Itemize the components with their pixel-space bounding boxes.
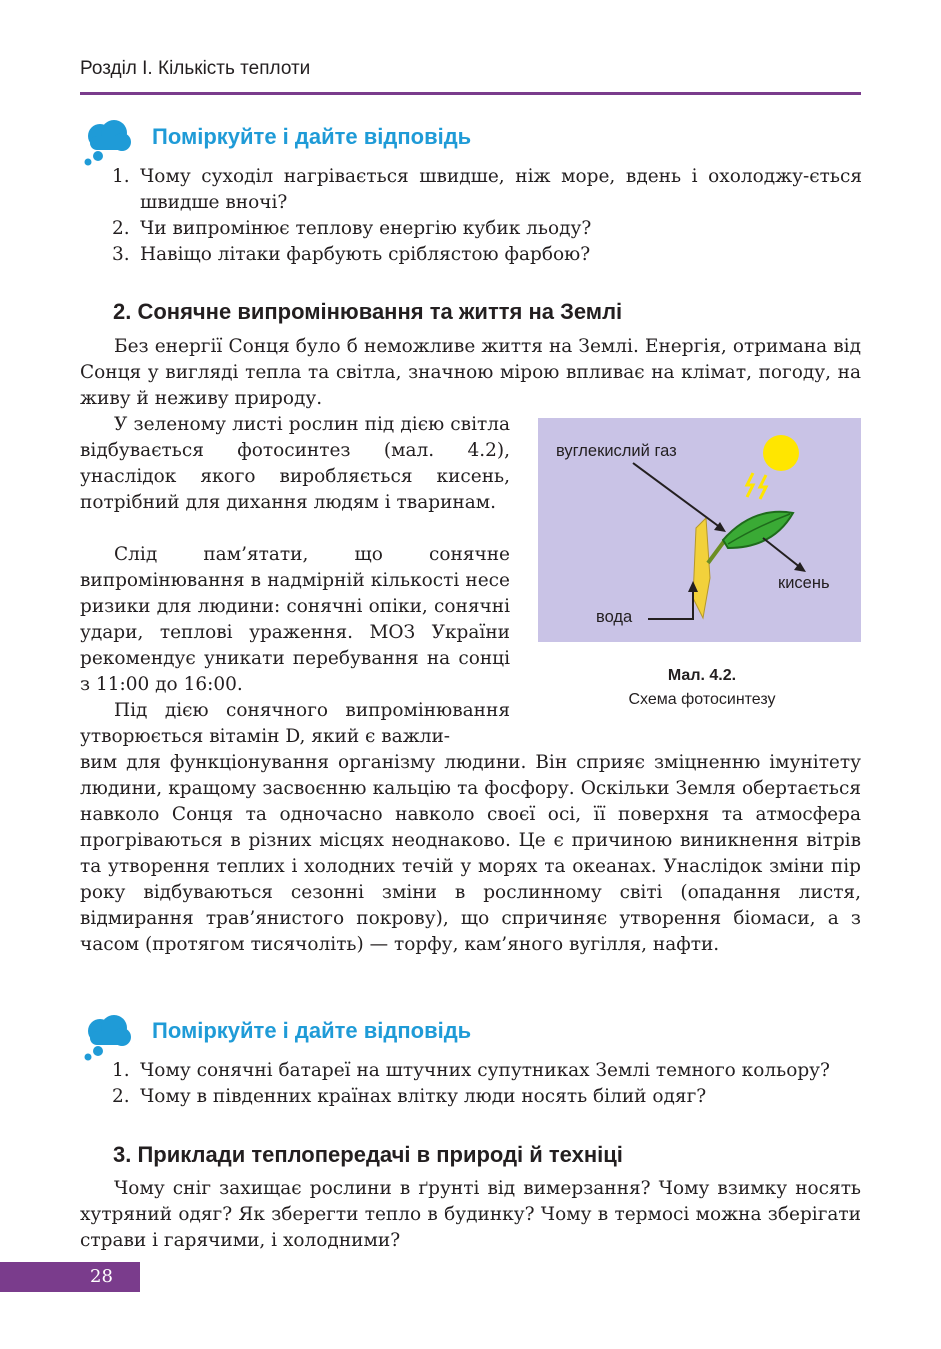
paragraph: Слід пам’ятати, що сонячне випромінювання в надмірній кількості несе ризики для людини: сонячні опіки, сонячні удари, теплові ураження. МОЗ України рекомендує уникати перебування на сонці з 11:00 до 16:00. [80, 544, 510, 695]
question-item: 2. Чому в південних країнах влітку люди носять білий одяг? [112, 1086, 707, 1107]
co2-arrow [633, 463, 721, 528]
label-water: вода [596, 608, 633, 626]
cloud-icon [78, 1013, 134, 1061]
section-title-2: 2. Сонячне випромінювання та життя на Землі [113, 299, 623, 324]
paragraph: Чому сніг захищає рослини в ґрунті від вимерзання? Чому взимку носять хутряний одяг? Як зберегти тепло в будинку? Чому в термосі можна зберігати страви і гарячими, і холодними? [80, 1178, 861, 1251]
label-co2: вуглекислий газ [556, 442, 677, 460]
photosynthesis-figure [538, 418, 861, 642]
paragraph: Без енергії Сонця було б неможливе життя на Землі. Енергія, отримана від Сонця у вигляді тепла та світла, значною мірою впливає на клімат, погоду, на живу й неживу природу. [80, 336, 861, 409]
light-ray-icon [760, 475, 766, 499]
figure-caption-text: Схема фотосинтезу [628, 691, 776, 708]
page-number-badge [0, 1262, 140, 1292]
question-item: 3. Навіщо літаки фарбують сріблястою фарбою? [112, 244, 591, 265]
light-ray-icon [747, 473, 753, 497]
question-list-1 [112, 164, 862, 268]
water-arrow [648, 588, 693, 619]
question-item: 1. Чому сонячні батареї на штучних супутниках Землі темного кольору? [112, 1060, 830, 1081]
figure-caption [560, 664, 844, 712]
section-title-3: 3. Приклади теплопередачі в природі й техніці [113, 1142, 623, 1167]
header-divider [80, 92, 861, 95]
o2-arrow [763, 538, 801, 568]
sun-icon [763, 435, 799, 471]
question-item: 1. Чому суходіл нагрівається швидше, ніж море, вдень і охолоджу-ється швидше вночі? [112, 166, 862, 213]
page-number: 28 [90, 1266, 113, 1287]
cloud-icon [78, 118, 134, 166]
running-title: Розділ І. Кількість теплоти [80, 58, 311, 79]
question-list-2 [112, 1058, 862, 1110]
think-title-2: Поміркуйте і дайте відповідь [152, 1018, 472, 1043]
question-item: 2. Чи випромінює теплову енергію кубик льоду? [112, 218, 592, 239]
paragraph: вим для функціонування організму людини. Він сприяє зміцненню імунітету людини, кращому засвоєнню кальцію та фосфору. Оскільки Земля обертається навколо Сонця та одночасно навколо своєї осі, її поверхня та атмосфера прогріваються в різних місцях неоднаково. Це є причиною виникнення вітрів та утворення теплих і холодних течій у морях та океанах. Унаслідок зміни пір року відбуваються сезонні зміни в рослинному світі (опадання листя, відмирання трав’янистого покрову), що спричиняє утворення біомаси, а з часом (протягом тисячоліть) — торфу, кам’яного вугілля, нафти. [80, 752, 861, 955]
label-o2: кисень [778, 574, 830, 592]
paragraph: Під дією сонячного випромінювання утворюється вітамін D, який є важли- [80, 700, 510, 747]
figure-number: Мал. 4.2. [667, 667, 737, 684]
paragraph: У зеленому листі рослин під дією світла відбувається фотосинтез (мал. 4.2), унаслідок якого виробляється кисень, потрібний для дихання людям і тваринам. [80, 414, 510, 513]
think-title-1: Поміркуйте і дайте відповідь [152, 124, 472, 149]
stem-icon [693, 518, 710, 618]
